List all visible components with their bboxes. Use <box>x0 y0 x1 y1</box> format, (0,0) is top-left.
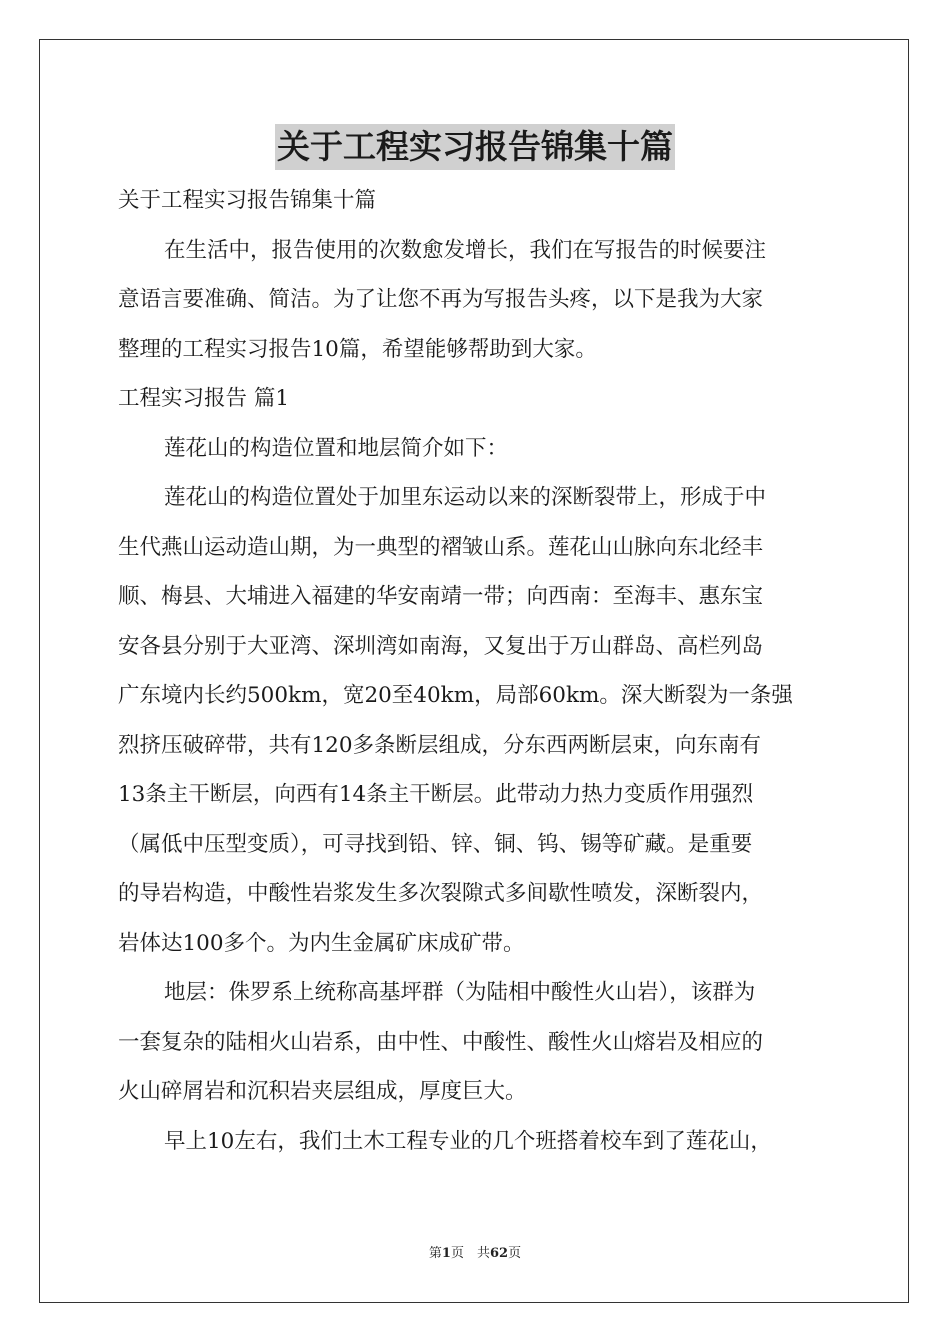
text-line: （属低中压型变质），可寻找到铅、锌、铜、钨、锡等矿藏。是重要 <box>118 831 753 857</box>
text-line: 顺、梅县、大埔进入福建的华安南靖一带；向西南：至海丰、惠东宝 <box>118 584 764 609</box>
text-line: 火山碎屑岩和沉积岩夹层组成，厚度巨大。 <box>118 1079 527 1104</box>
text-line: 在生活中，报告使用的次数愈发增长，我们在写报告的时候要注 <box>164 237 767 263</box>
footer-total-pages: 62 <box>489 1246 509 1261</box>
text-line: 早上10左右，我们土木工程专业的几个班搭着校车到了莲花山， <box>164 1128 772 1154</box>
text-line: 广东境内长约500km，宽20至40km，局部60km。深大断裂为一条强 <box>118 683 793 708</box>
footer-prefix: 第 <box>428 1246 442 1261</box>
text-line: 工程实习报告 篇1 <box>118 386 290 411</box>
footer-page-number: 1 <box>441 1246 451 1261</box>
text-line: 地层：侏罗系上统称高基坪群（为陆相中酸性火山岩），该群为 <box>164 980 756 1005</box>
text-line: 生代燕山运动造山期，为一典型的褶皱山系。莲花山山脉向东北经丰 <box>118 534 764 560</box>
text-line: 13条主干断层，向西有14条主干断层。此带动力热力变质作用强烈 <box>118 782 754 807</box>
text-line: 一套复杂的陆相火山岩系，由中性、中酸性、酸性火山熔岩及相应的 <box>118 1029 764 1055</box>
text-line: 莲花山的构造位置和地层简介如下： <box>164 435 509 461</box>
title-container <box>0 124 950 170</box>
text-line: 关于工程实习报告锦集十篇 <box>118 188 377 213</box>
text-line: 意语言要准确、简洁。为了让您不再为写报告头疼，以下是我为大家 <box>118 287 764 312</box>
document-body <box>118 176 838 1166</box>
footer-suffix: 页 <box>508 1246 522 1261</box>
text-line: 莲花山的构造位置处于加里东运动以来的深断裂带上，形成于中 <box>164 485 767 510</box>
text-line: 的导岩构造，中酸性岩浆发生多次裂隙式多间歇性喷发，深断裂内， <box>118 881 764 906</box>
text-line: 安各县分别于大亚湾、深圳湾如南海，又复出于万山群岛、高栏列岛 <box>118 633 764 659</box>
footer-mid: 页 共 <box>450 1246 490 1261</box>
page-footer <box>0 1244 950 1264</box>
document-title: 关于工程实习报告锦集十篇 <box>275 124 675 170</box>
text-line: 烈挤压破碎带，共有120多条断层组成，分东西两断层束，向东南有 <box>118 732 762 758</box>
text-line: 整理的工程实习报告10篇，希望能够帮助到大家。 <box>118 336 597 362</box>
text-line: 岩体达100多个。为内生金属矿床成矿带。 <box>118 930 525 956</box>
